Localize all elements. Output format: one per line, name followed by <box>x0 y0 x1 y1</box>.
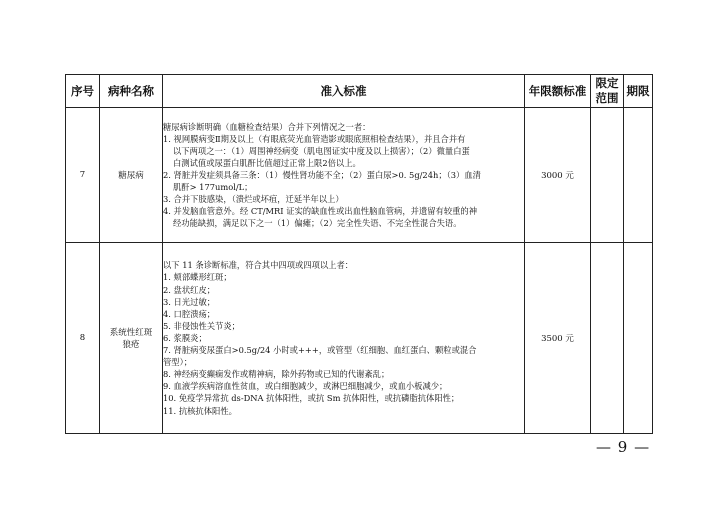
criteria-line: 8. 神经病变癫痫发作或精神病，除外药物或已知的代谢紊乱； <box>163 369 390 380</box>
criteria-line: 以下 11 条诊断标准，符合其中四项或四项以上者： <box>163 260 354 271</box>
criteria-line: 10. 免疫学异常抗 ds-DNA 抗体阳性，或抗 Sm 抗体阳性，或抗磷脂抗体阳性； <box>163 393 460 404</box>
criteria-line: 5. 非侵蚀性关节炎； <box>163 320 240 331</box>
row-disease-name: 糖尿病 <box>100 108 163 243</box>
criteria-line: 糖尿病诊断明确（血糖检查结果）合并下列情况之一者： <box>163 121 371 132</box>
row-period <box>624 243 653 434</box>
criteria-line: 管型）； <box>163 357 193 368</box>
header-annual-limit: 年限额标准 <box>525 75 591 108</box>
criteria-line: 9. 血液学疾病溶血性贫血，或白细胞减少，或淋巴细胞减少，或血小板减少； <box>163 381 448 392</box>
criteria-line: 3. 合并下肢感染，（溃烂或坏疽，迁延半年以上） <box>163 194 344 205</box>
criteria-line: 1. 视网膜病变Ⅱ期及以上（有眼底荧光血管造影或眼底照相检查结果），并且合并有 <box>163 133 466 144</box>
row-criteria <box>163 108 525 243</box>
criteria-line: 4. 并发脑血管意外。经 CT/MRI 证实的缺血性或出血性脑血管病，并遗留有较重的神 <box>163 206 478 217</box>
criteria-line: 4. 口腔溃疡； <box>163 308 216 319</box>
table-header-row <box>66 75 653 108</box>
criteria-line: 经功能缺损，满足以下之一（1）偏瘫；（2）完全性失语、不完全性混合失语。 <box>173 218 462 229</box>
disease-name-line1: 系统性红斑 <box>109 328 153 338</box>
header-scope <box>591 75 624 108</box>
row-period <box>624 108 653 243</box>
row-scope <box>591 243 624 434</box>
row-annual-limit: 3500 元 <box>525 243 591 434</box>
criteria-line: 肌酐> 177umol/L； <box>173 182 253 193</box>
row-criteria <box>163 243 525 434</box>
page-number: — 9 — <box>596 438 651 456</box>
criteria-line: 7. 肾脏病变尿蛋白>0.5g/24 小时或+++，或管型（红细胞、血红蛋白、颗粒或混合 <box>163 345 477 356</box>
criteria-line: 3. 日光过敏； <box>163 296 216 307</box>
header-scope-line2: 范围 <box>595 91 619 105</box>
criteria-line: 2. 盘状红皮； <box>163 284 216 295</box>
criteria-line: 11. 抗核抗体阳性。 <box>163 405 237 416</box>
row-disease-name <box>100 243 163 434</box>
criteria-line: 1. 颊部蝶形红斑； <box>163 272 232 283</box>
disease-name-line2: 狼疮 <box>122 340 140 350</box>
row-seq: 8 <box>66 243 100 434</box>
criteria-line: 6. 浆膜炎； <box>163 332 207 343</box>
header-disease-name: 病种名称 <box>100 75 163 108</box>
header-scope-line1: 限定 <box>595 76 619 90</box>
admission-criteria-table <box>65 74 653 434</box>
criteria-line: 2. 肾脏并发症须具备三条：（1）慢性肾功能不全；（2）蛋白尿>0. 5g/24h；（3）血清 <box>163 169 481 180</box>
criteria-line: 以下两项之一：（1）周围神经病变（肌电图证实中度及以上损害）；（2）微量白蛋 <box>173 145 470 156</box>
header-criteria: 准入标准 <box>163 75 525 108</box>
header-seq: 序号 <box>66 75 100 108</box>
table-row <box>66 108 653 243</box>
row-seq: 7 <box>66 108 100 243</box>
criteria-line: 白测试值或尿蛋白肌酐比值超过正常上限2倍以上。 <box>173 157 361 168</box>
row-annual-limit: 3000 元 <box>525 108 591 243</box>
header-period: 期限 <box>624 75 653 108</box>
row-scope <box>591 108 624 243</box>
table-row <box>66 243 653 434</box>
